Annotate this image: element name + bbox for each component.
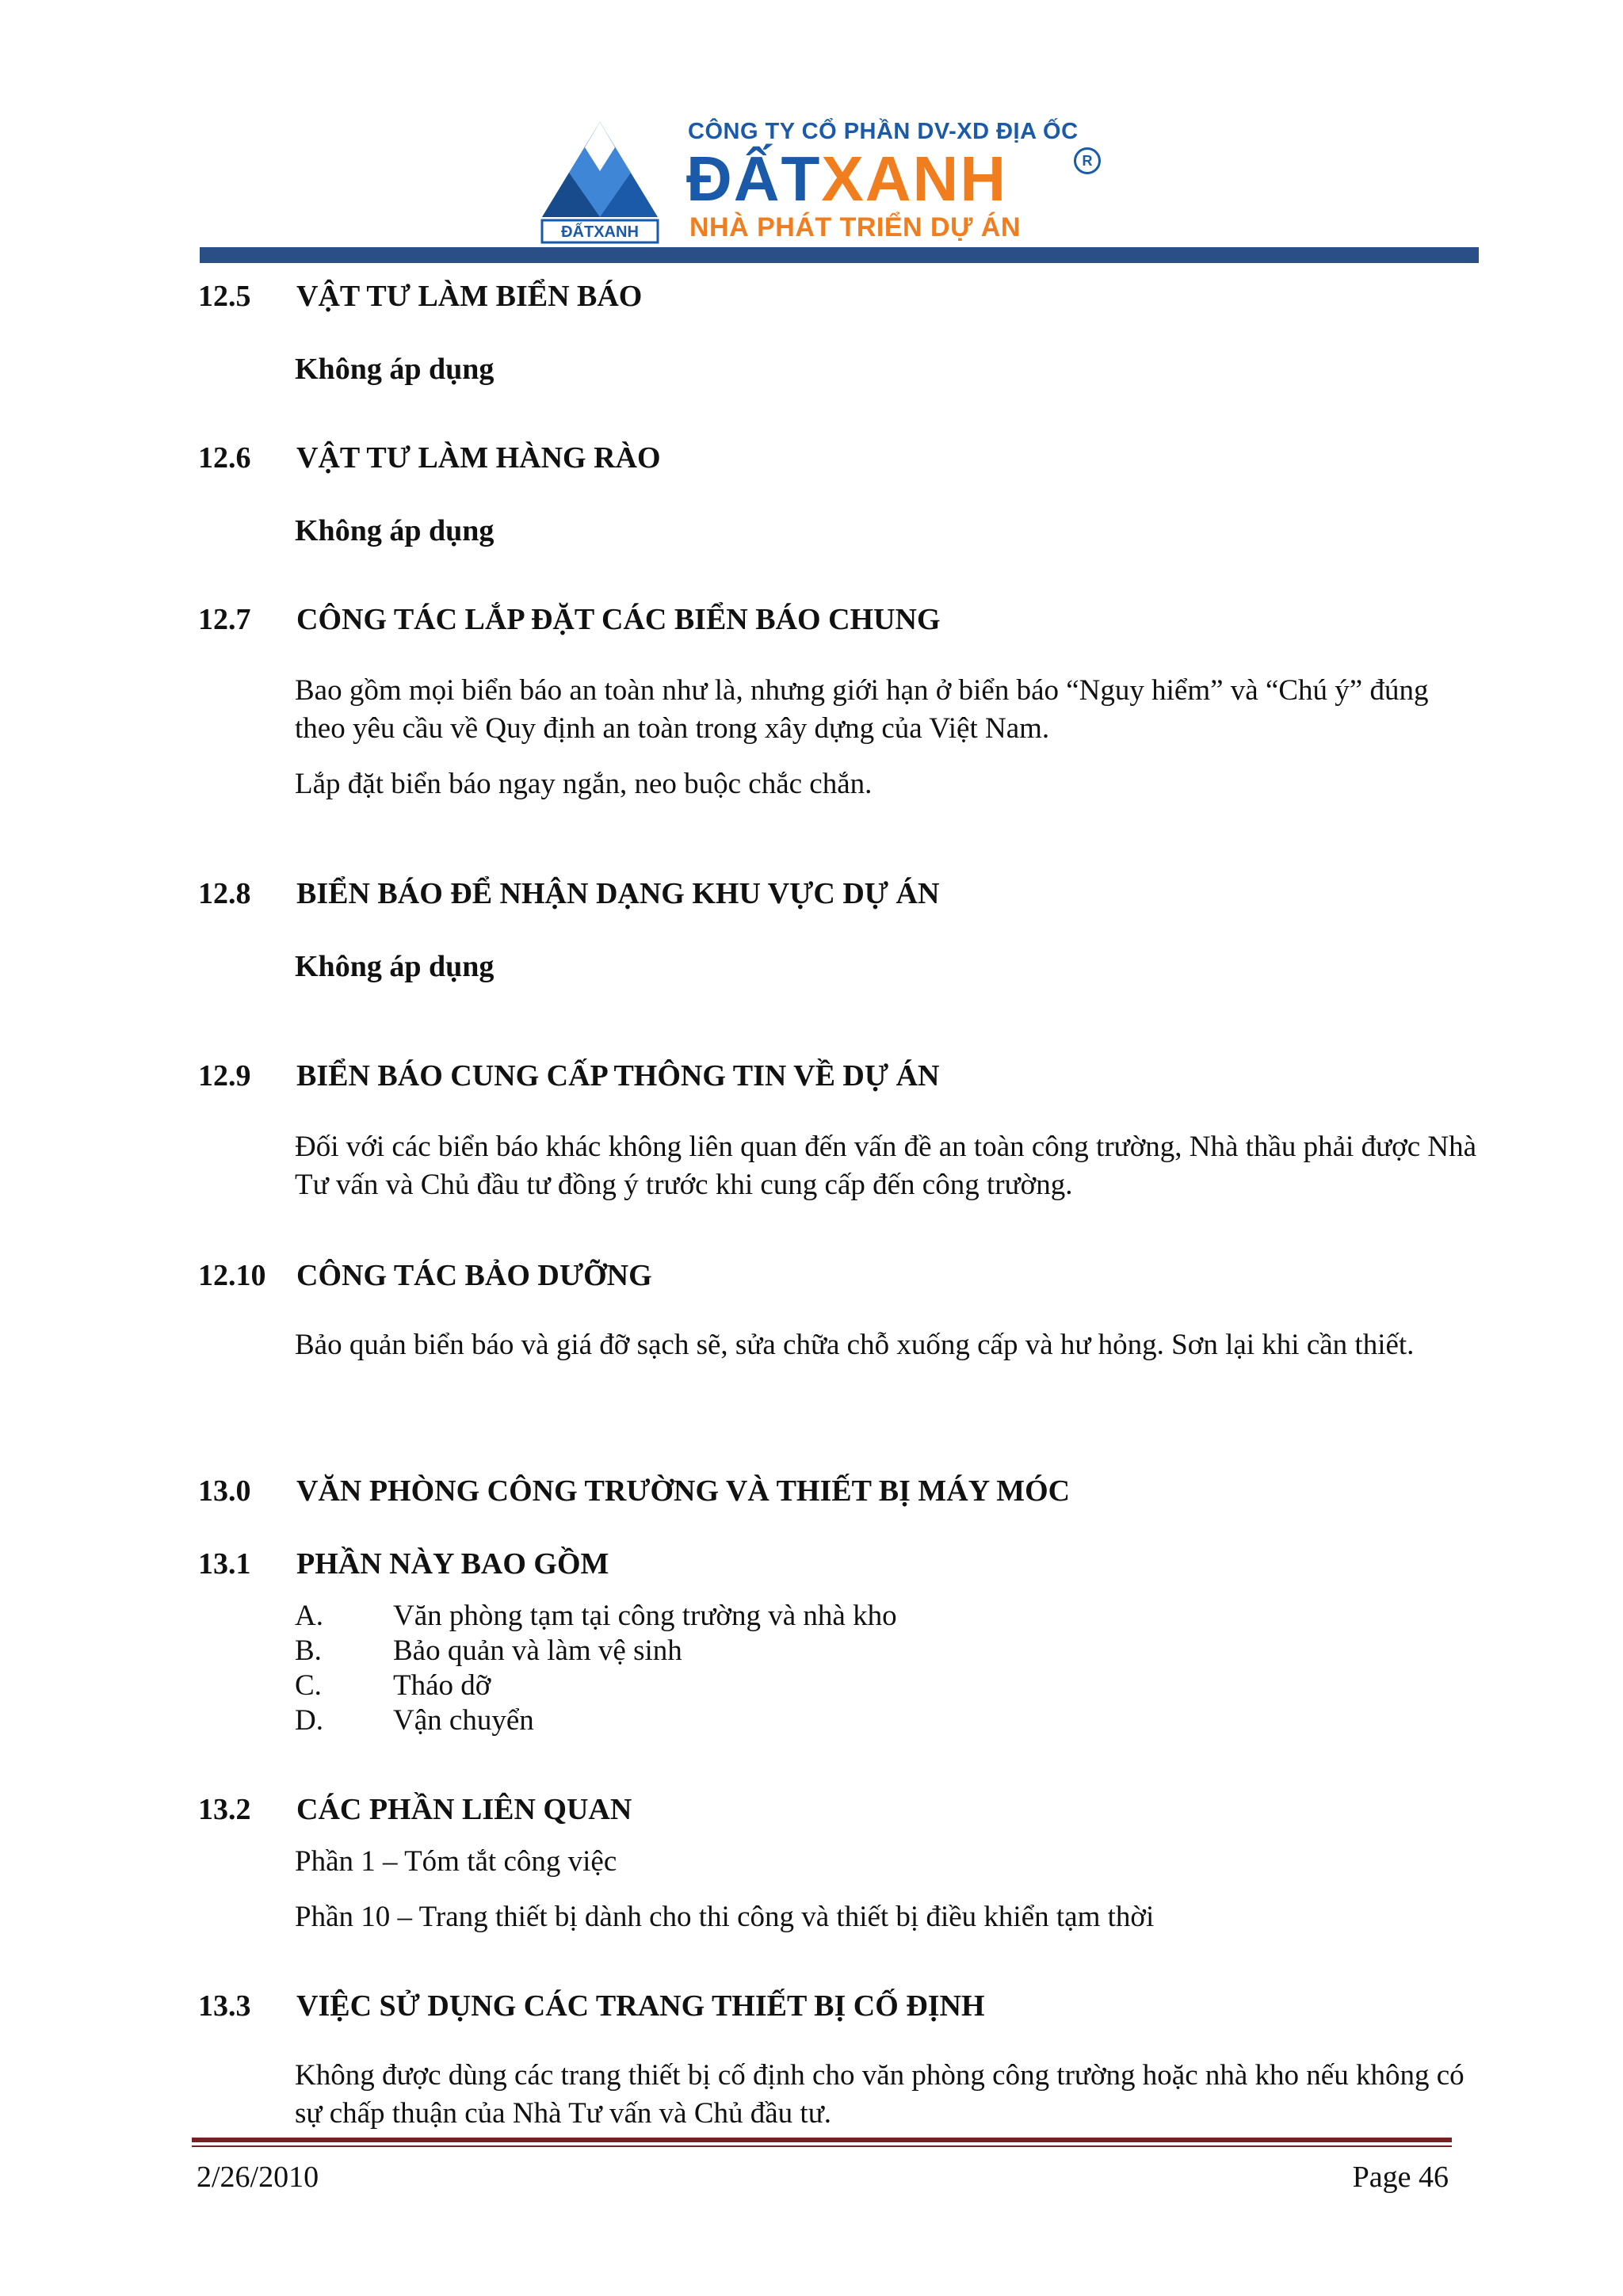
footer-divider-thin bbox=[192, 2145, 1452, 2147]
section-number: 12.6 bbox=[198, 441, 251, 475]
footer-divider bbox=[192, 2138, 1452, 2142]
section-title: VẬT TƯ LÀM BIỂN BÁO bbox=[296, 280, 643, 313]
section-text: Lắp đặt biển báo ngay ngắn, neo buộc chắc chắn. bbox=[295, 768, 873, 800]
brand-name-part2: XANH bbox=[821, 143, 1008, 214]
section-text: Phần 10 – Trang thiết bị dành cho thi công và thiết bị điều khiển tạm thời bbox=[295, 1901, 1155, 1933]
section-number: 12.10 bbox=[198, 1259, 266, 1292]
section-text: Đối với các biển báo khác không liên quan đến vấn đề an toàn công trường, Nhà thầu phải được Nhà Tư vấn và Chủ đầu tư đồng ý trước khi cung cấp đến công trường. bbox=[295, 1131, 1477, 1201]
section-text: Bảo quản biển báo và giá đỡ sạch sẽ, sửa chữa chỗ xuống cấp và hư hỏng. Sơn lại khi cần thiết. bbox=[295, 1329, 1415, 1361]
section-title: PHẦN NÀY BAO GỒM bbox=[296, 1547, 609, 1581]
section-number: 12.8 bbox=[198, 877, 251, 910]
list-item-text: Vận chuyển bbox=[393, 1704, 534, 1737]
list-item-letter: A. bbox=[295, 1600, 323, 1632]
section-text: Không áp dụng bbox=[295, 950, 495, 983]
section-title: CÔNG TÁC LẮP ĐẶT CÁC BIỂN BÁO CHUNG bbox=[296, 603, 941, 636]
section-number: 12.5 bbox=[198, 280, 251, 313]
list-item-text: Tháo dỡ bbox=[393, 1669, 491, 1702]
list-item-text: Văn phòng tạm tại công trường và nhà kho bbox=[393, 1600, 897, 1632]
brand-name-part1: ĐẤT bbox=[686, 143, 822, 214]
brand-name bbox=[686, 143, 1008, 214]
section-title: CÔNG TÁC BẢO DƯỠNG bbox=[296, 1259, 652, 1292]
section-title: BIỂN BÁO ĐỂ NHẬN DẠNG KHU VỰC DỰ ÁN bbox=[296, 877, 940, 910]
logo-label: ĐẤTXANH bbox=[561, 223, 639, 241]
section-title: VĂN PHÒNG CÔNG TRƯỜNG VÀ THIẾT BỊ MÁY MÓC bbox=[296, 1474, 1071, 1508]
section-title: BIỂN BÁO CUNG CẤP THÔNG TIN VỀ DỰ ÁN bbox=[296, 1059, 940, 1093]
section-text: Phần 1 – Tóm tắt công việc bbox=[295, 1845, 617, 1878]
header-divider bbox=[200, 247, 1479, 263]
registered-mark-icon: R bbox=[1074, 147, 1101, 174]
section-number: 13.3 bbox=[198, 1989, 251, 2023]
list-item-letter: D. bbox=[295, 1704, 323, 1737]
list-item-letter: B. bbox=[295, 1634, 322, 1667]
section-number: 12.7 bbox=[198, 603, 251, 636]
section-text: Không áp dụng bbox=[295, 514, 495, 547]
section-text: Không áp dụng bbox=[295, 353, 495, 386]
logo-triangle-icon bbox=[537, 120, 663, 244]
footer-date: 2/26/2010 bbox=[197, 2161, 319, 2194]
section-number: 13.0 bbox=[198, 1474, 251, 1508]
section-number: 13.1 bbox=[198, 1547, 251, 1581]
company-slogan: NHÀ PHÁT TRIỂN DỰ ÁN bbox=[689, 212, 1021, 242]
list-item-text: Bảo quản và làm vệ sinh bbox=[393, 1634, 682, 1667]
company-name: CÔNG TY CỔ PHẦN DV-XD ĐỊA ỐC bbox=[688, 119, 1079, 144]
section-title: VẬT TƯ LÀM HÀNG RÀO bbox=[296, 441, 661, 475]
page-number: Page 46 bbox=[1352, 2161, 1449, 2194]
section-title: VIỆC SỬ DỤNG CÁC TRANG THIẾT BỊ CỐ ĐỊNH bbox=[296, 1989, 985, 2023]
list-item-letter: C. bbox=[295, 1669, 322, 1702]
section-number: 13.2 bbox=[198, 1793, 251, 1826]
section-title: CÁC PHẦN LIÊN QUAN bbox=[296, 1793, 632, 1826]
section-text: Không được dùng các trang thiết bị cố định cho văn phòng công trường hoặc nhà kho nếu không có sự chấp thuận của Nhà Tư vấn và Chủ đầu tư. bbox=[295, 2059, 1465, 2130]
section-text: Bao gồm mọi biển báo an toàn như là, nhưng giới hạn ở biển báo “Nguy hiểm” và “Chú ý” đúng theo yêu cầu về Quy định an toàn trong xây dựng của Việt Nam. bbox=[295, 674, 1429, 745]
section-number: 12.9 bbox=[198, 1059, 251, 1093]
